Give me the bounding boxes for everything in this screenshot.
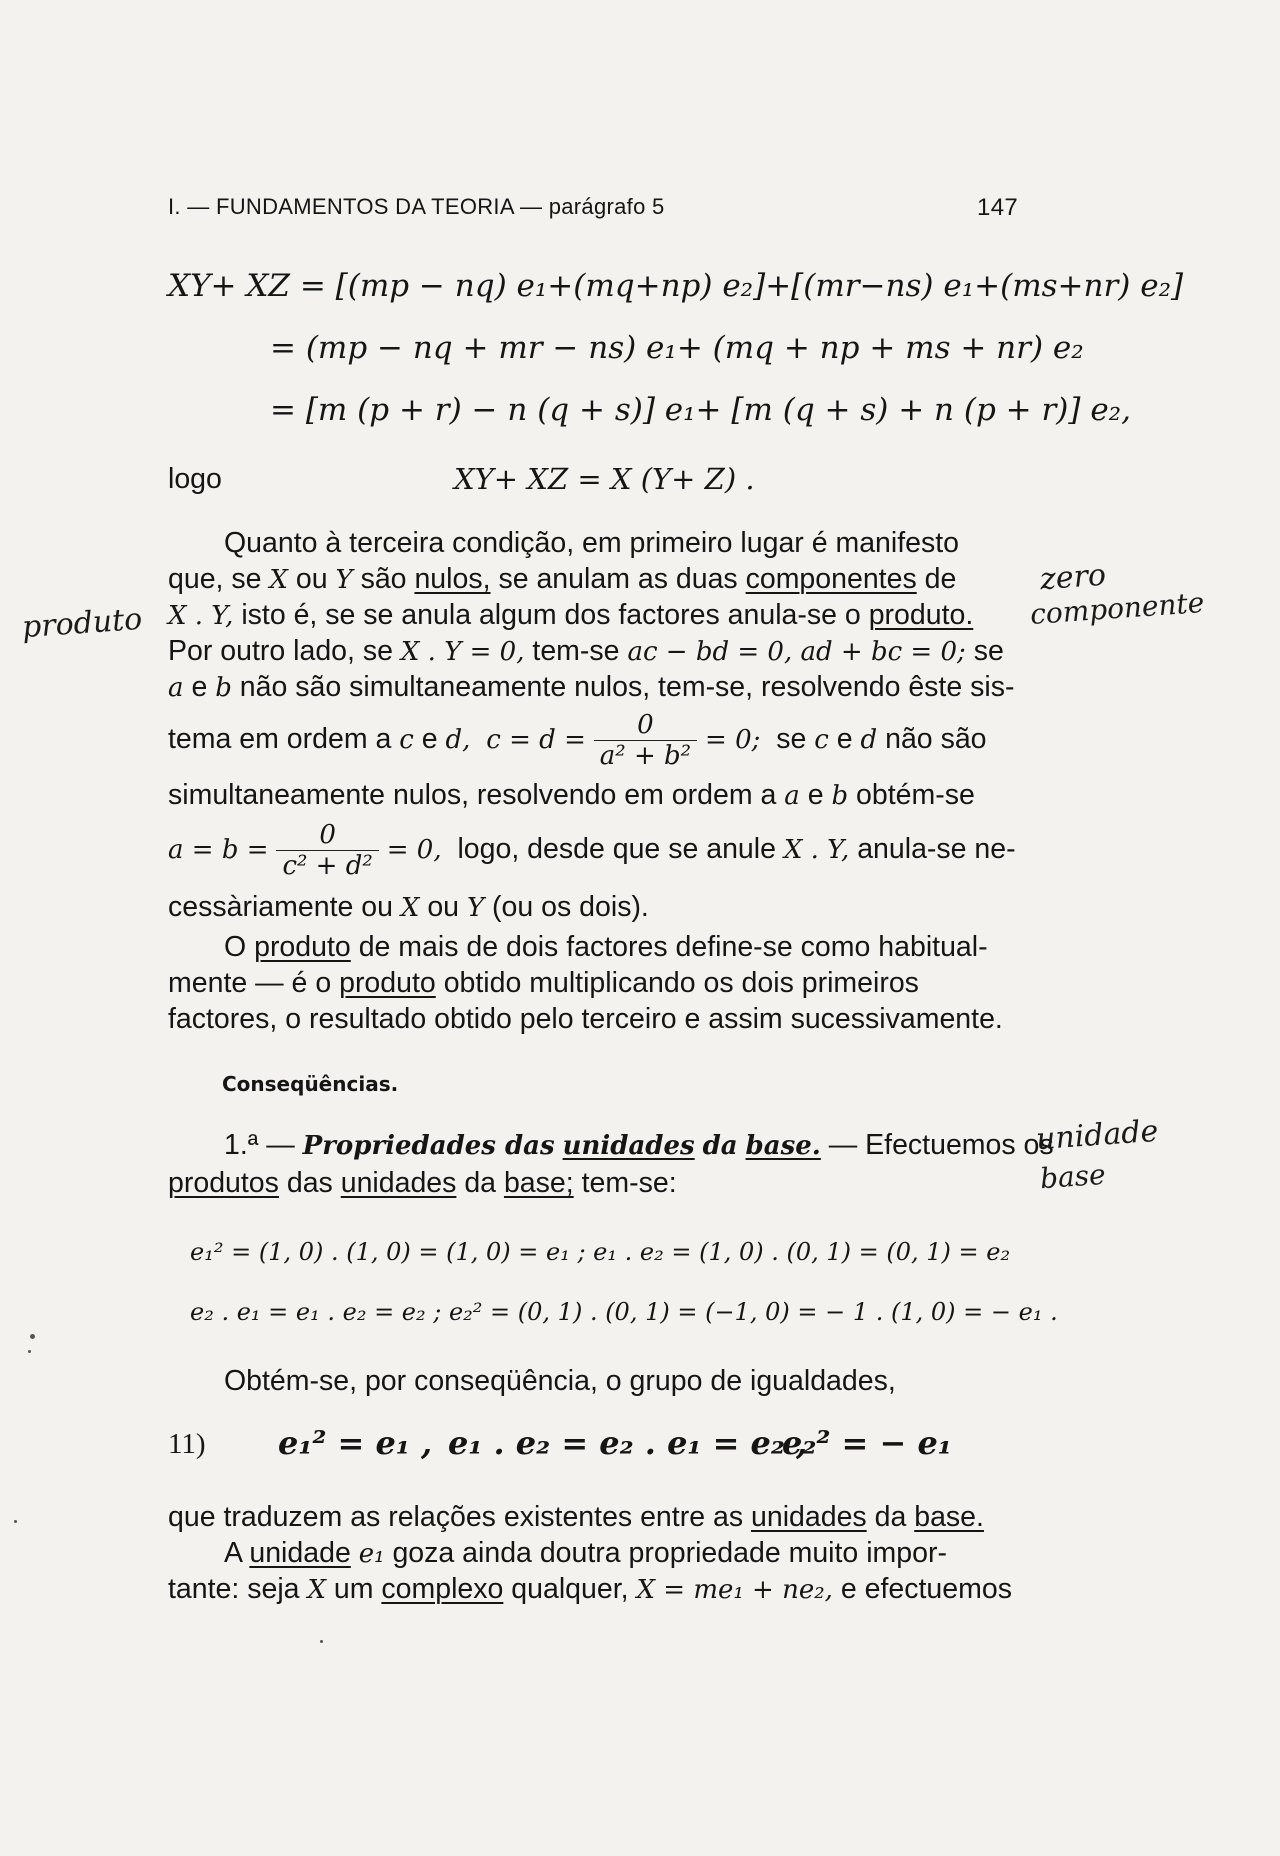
closing-line-1: que traduzem as relações existentes entre as unidades da base. <box>168 1501 984 1533</box>
equation-11-part-1: e₁² = e₁ , <box>278 1424 433 1462</box>
running-title: I. — FUNDAMENTOS DA TEORIA — parágrafo 5 <box>168 194 665 219</box>
para-third-line-6: tema em ordem a c e d, c = d = $\frac{0}{\text{a² + b²}}$ = 0; se c e d não são <box>168 710 987 771</box>
scan-speck <box>14 1520 17 1523</box>
subsection-line-2: produtos das unidades da base; tem-se: <box>168 1167 677 1199</box>
para-product-line-2: mente — é o produto obtido multiplicando os dois primeiros <box>168 967 919 999</box>
para-product-line-1: O produto de mais de dois factores define-se como habitual- <box>224 931 988 963</box>
para-third-line-5: a e b não são simultaneamente nulos, tem-se, resolvendo êste sis- <box>168 671 1015 703</box>
equation-line-1: XY+ XZ = [(mp − nq) e₁+(mq+np) e₂]+[(mr−ns) e₁+(ms+nr) e₂] <box>168 268 1184 304</box>
scan-speck <box>320 1640 323 1643</box>
para-third-line-1: Quanto à terceira condição, em primeiro lugar é manifesto <box>224 527 960 559</box>
para-third-line-3: X . Y, isto é, se se anula algum dos factores anula-se o produto. <box>168 599 974 631</box>
logo-word: logo <box>168 463 222 495</box>
para-third-line-9: cessàriamente ou X ou Y (ou os dois). <box>168 891 649 923</box>
running-header <box>168 194 1018 220</box>
scan-speck <box>28 1350 31 1353</box>
para-third-line-8: a = b = $\frac{0}{\text{c² + d²}}$ = 0, logo, desde que se anule X . Y, anula-se ne- <box>168 820 1016 881</box>
margin-note-unidade: unidade <box>1034 1113 1160 1158</box>
equation-line-3: = [m (p + r) − n (q + s)] e₁+ [m (q + s) + n (p + r)] e₂, <box>270 392 1131 428</box>
underlined-componentes: componentes <box>745 563 917 595</box>
unit-equation-1: e₁² = (1, 0) . (1, 0) = (1, 0) = e₁ ; e₁ . e₂ = (1, 0) . (0, 1) = (0, 1) = e₂ <box>190 1238 1011 1266</box>
margin-note-base: base <box>1038 1157 1107 1196</box>
equation-line-2: = (mp − nq + mr − ns) e₁+ (mq + np + ms + nr) e₂ <box>270 330 1084 366</box>
obtem-line: Obtém-se, por conseqüência, o grupo de igualdades, <box>224 1365 896 1397</box>
scan-speck <box>30 1334 35 1339</box>
page-number: 147 <box>977 194 1018 221</box>
underlined-produto-2: produto <box>254 931 351 963</box>
logo-equation: XY+ XZ = X (Y+ Z) . <box>454 462 755 496</box>
fraction-c-d: $\frac{0}{\text{a² + b²}}$ <box>594 710 697 771</box>
margin-note-zero: zero <box>1038 557 1108 598</box>
equation-11-part-2: e₁ . e₂ = e₂ . e₁ = e₂ , <box>448 1424 808 1462</box>
margin-note-componente: componente <box>1029 585 1206 632</box>
equation-11-part-3: e₂² = − e₁ <box>782 1424 952 1462</box>
equation-11-label: 11) <box>168 1428 206 1460</box>
underlined-produto: produto. <box>868 599 974 631</box>
para-third-line-7: simultaneamente nulos, resolvendo em ordem a a e b obtém-se <box>168 779 975 811</box>
para-third-line-4: Por outro lado, se X . Y = 0, tem-se ac − bd = 0, ad + bc = 0; se <box>168 635 1004 667</box>
underlined-nulos: nulos, <box>414 563 491 595</box>
fraction-a-b: $\frac{0}{\text{c² + d²}}$ <box>276 820 378 881</box>
para-third-line-2: que, se X ou Y são nulos, se anulam as duas componentes de <box>168 563 957 595</box>
section-title: Conseqüências. <box>222 1072 399 1096</box>
closing-line-2: A unidade e₁ goza ainda doutra propriedade muito impor- <box>224 1537 947 1569</box>
unit-equation-2: e₂ . e₁ = e₁ . e₂ = e₂ ; e₂² = (0, 1) . (0, 1) = (−1, 0) = − 1 . (1, 0) = − e₁ . <box>190 1298 1058 1326</box>
subsection-line-1: 1.ª — Propriedades das unidades da base. — Efectuemos os <box>224 1129 1054 1161</box>
underlined-produto-3: produto <box>339 967 436 999</box>
para-product-line-3: factores, o resultado obtido pelo terceiro e assim sucessivamente. <box>168 1003 1003 1035</box>
closing-line-3: tante: seja X um complexo qualquer, X = me₁ + ne₂, e efectuemos <box>168 1573 1012 1605</box>
margin-note-produto: produto <box>20 601 144 646</box>
